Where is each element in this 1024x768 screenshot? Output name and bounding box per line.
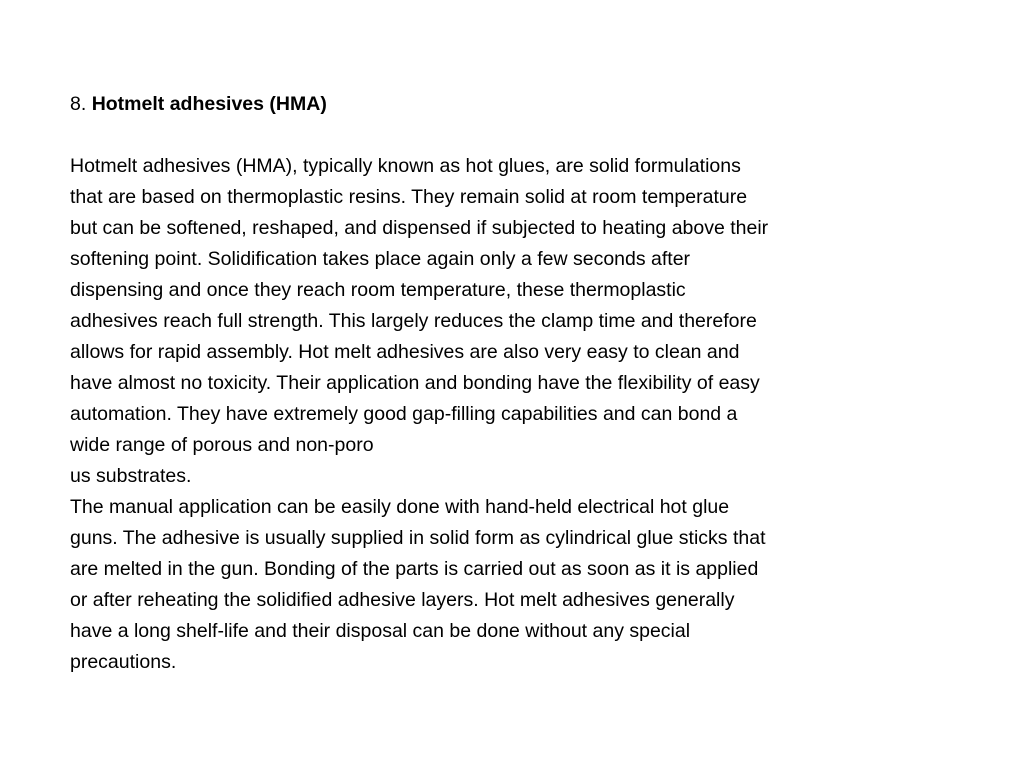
body-text [70, 151, 930, 678]
body-line: but can be softened, reshaped, and dispensed if subjected to heating above their [70, 217, 769, 239]
body-line: have almost no toxicity. Their application and bonding have the flexibility of easy [70, 372, 760, 394]
body-line: adhesives reach full strength. This largely reduces the clamp time and therefore [70, 310, 757, 332]
body-line: dispensing and once they reach room temperature, these thermoplastic [70, 279, 686, 301]
body-line: guns. The adhesive is usually supplied in solid form as cylindrical glue sticks that [70, 527, 766, 549]
body-line: are melted in the gun. Bonding of the parts is carried out as soon as it is applied [70, 558, 759, 580]
blank-line [70, 120, 930, 151]
body-line: allows for rapid assembly. Hot melt adhesives are also very easy to clean and [70, 341, 740, 363]
body-line: softening point. Solidification takes place again only a few seconds after [70, 248, 691, 270]
body-line: us substrates. [70, 465, 192, 487]
section-heading [70, 89, 930, 120]
body-line: Hotmelt adhesives (HMA), typically known as hot glues, are solid formulations [70, 155, 741, 177]
slide-content [70, 89, 930, 678]
body-line: or after reheating the solidified adhesive layers. Hot melt adhesives generally [70, 589, 735, 611]
body-line: The manual application can be easily done with hand-held electrical hot glue [70, 496, 730, 518]
body-line: that are based on thermoplastic resins. They remain solid at room temperature [70, 186, 748, 208]
body-line: wide range of porous and non-poro [70, 434, 374, 456]
section-title: Hotmelt adhesives (HMA) [91, 93, 327, 115]
section-number: 8. [70, 93, 87, 115]
body-line: precautions. [70, 651, 177, 673]
body-line: automation. They have extremely good gap-filling capabilities and can bond a [70, 403, 738, 425]
body-line: have a long shelf-life and their disposal can be done without any special [70, 620, 691, 642]
